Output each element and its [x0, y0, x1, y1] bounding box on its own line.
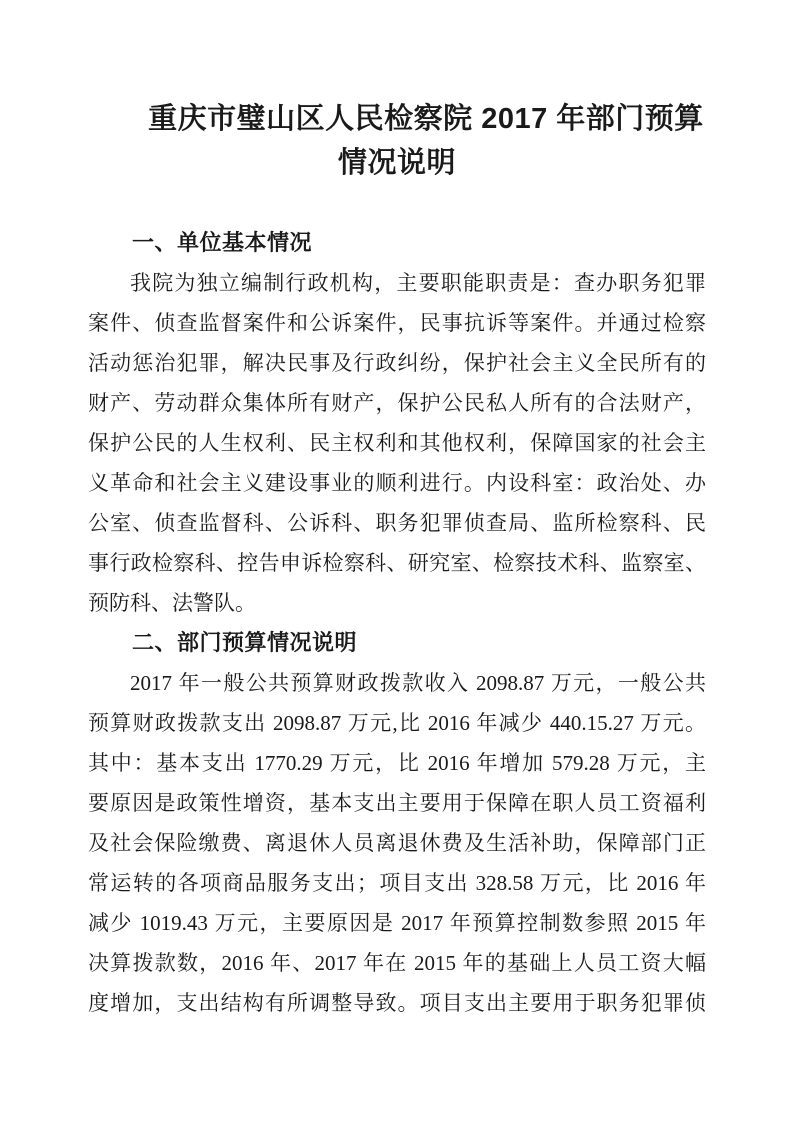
section-2-paragraph [88, 663, 706, 1023]
paragraph-line: 减少 1019.43 万元，主要原因是 2017 年预算控制数参照 2015 年 [88, 911, 706, 935]
paragraph-line: 我院为独立编制行政机构，主要职能职责是：查办职务犯罪 [130, 271, 706, 295]
paragraph-line: 2017 年一般公共预算财政拨款收入 2098.87 万元，一般公共 [130, 671, 706, 695]
section-2-heading: 二、部门预算情况说明 [132, 630, 358, 655]
title-line-2: 情况说明 [337, 147, 456, 179]
section-1-paragraph [88, 263, 706, 623]
paragraph-line: 其中：基本支出 1770.29 万元，比 2016 年增加 579.28 万元，主 [88, 751, 706, 775]
paragraph-line: 义革命和社会主义建设事业的顺利进行。内设科室：政治处、办 [88, 471, 706, 495]
paragraph-line: 预算财政拨款支出 2098.87 万元,比 2016 年减少 440.15.27 万元。 [88, 711, 706, 735]
paragraph-line: 财产、劳动群众集体所有财产，保护公民私人所有的合法财产， [88, 391, 706, 415]
section-1-heading: 一、单位基本情况 [132, 230, 313, 255]
section-unit-overview [88, 223, 706, 623]
paragraph-line: 保护公民的人生权利、民主权利和其他权利，保障国家的社会主 [88, 431, 706, 455]
paragraph-line: 及社会保险缴费、离退休人员离退休费及生活补助，保障部门正 [88, 831, 706, 855]
paragraph-line: 度增加，支出结构有所调整导致。项目支出主要用于职务犯罪侦 [88, 991, 706, 1015]
paragraph-line: 要原因是政策性增资，基本支出主要用于保障在职人员工资福利 [88, 791, 706, 815]
paragraph-line: 预防科、法警队。 [88, 591, 256, 615]
document-title [88, 97, 706, 185]
paragraph-line: 决算拨款数，2016 年、2017 年在 2015 年的基础上人员工资大幅 [88, 951, 706, 975]
paragraph-line: 常运转的各项商品服务支出；项目支出 328.58 万元，比 2016 年 [88, 871, 706, 895]
section-budget-overview [88, 623, 706, 1023]
paragraph-line: 事行政检察科、控告申诉检察科、研究室、检察技术科、监察室、 [88, 551, 706, 575]
paragraph-line: 活动惩治犯罪，解决民事及行政纠纷，保护社会主义全民所有的 [88, 351, 706, 375]
paragraph-line: 公室、侦查监督科、公诉科、职务犯罪侦查局、监所检察科、民 [88, 511, 706, 535]
title-line-1: 重庆市璧山区人民检察院 2017 年部门预算 [148, 103, 704, 135]
paragraph-line: 案件、侦查监督案件和公诉案件，民事抗诉等案件。并通过检察 [88, 311, 706, 335]
